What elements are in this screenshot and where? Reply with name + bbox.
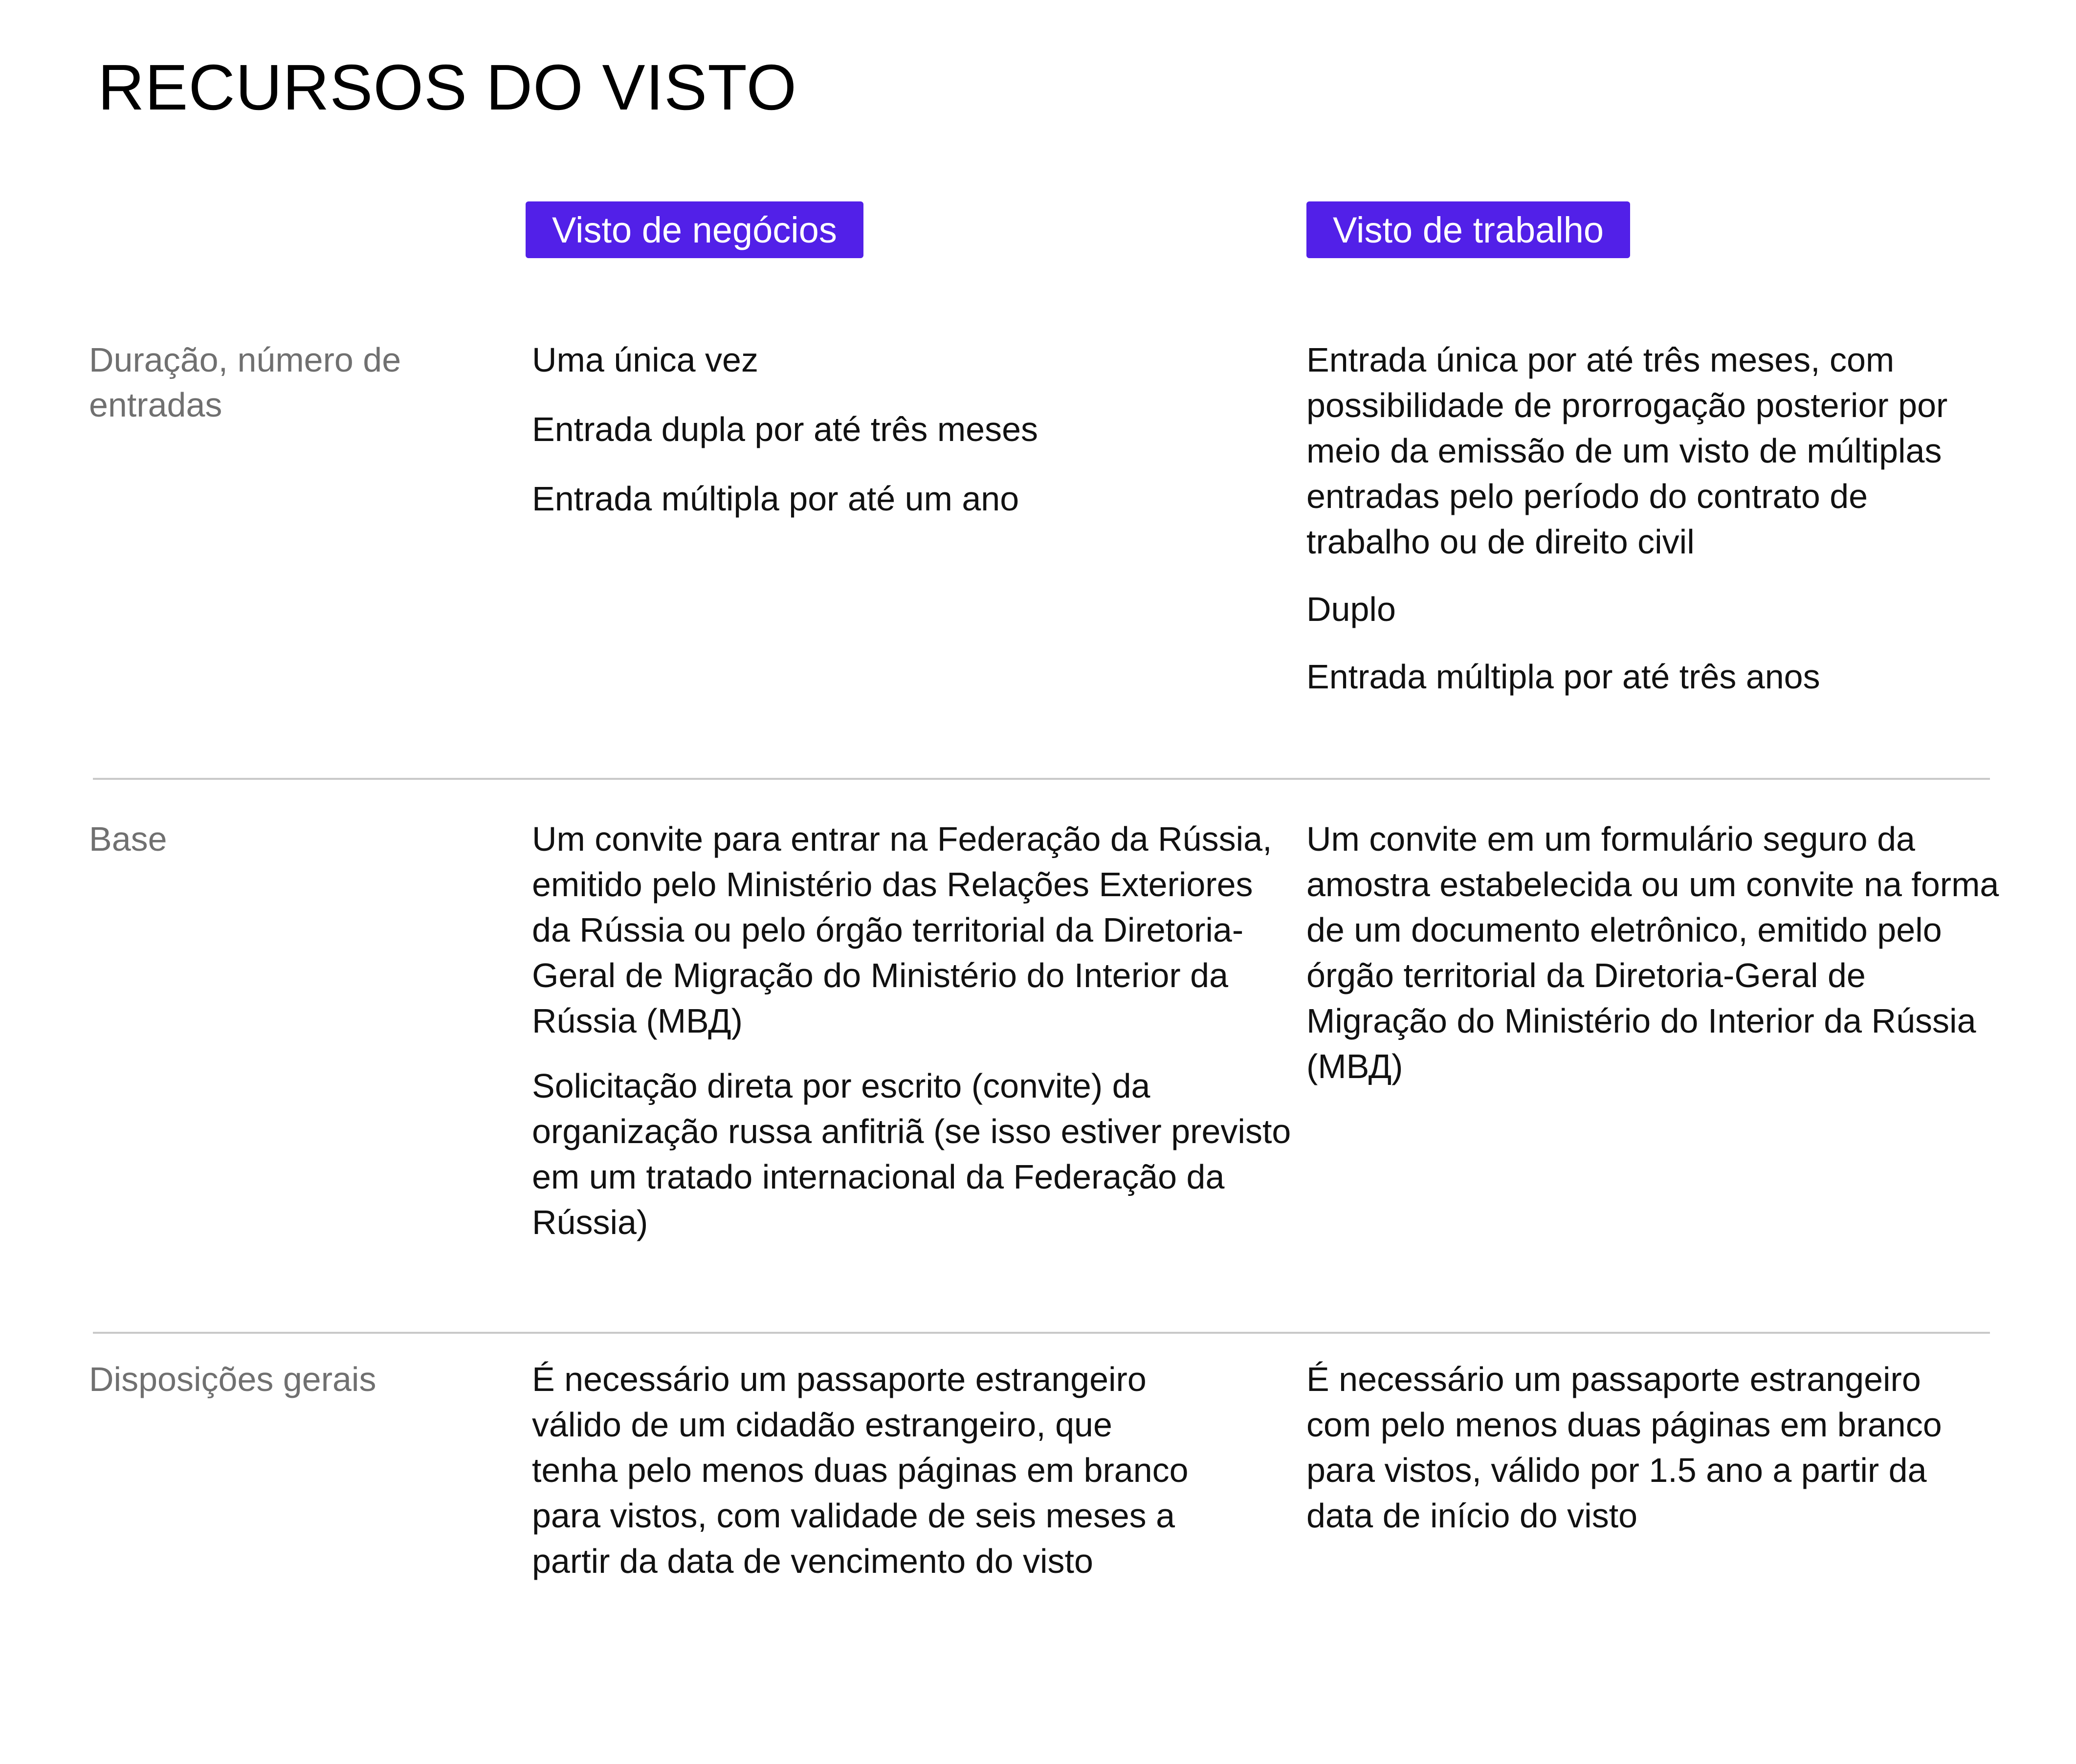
- row-label-duration: Duração, número de entradas: [89, 341, 401, 424]
- business-general-item: É necessário um passaporte estrangeiro válido de um cidadão estrangeiro, que tenha pelo menos duas páginas em branco para vistos, com validade de seis meses a partir da data de vencimento do visto: [532, 1360, 1189, 1580]
- work-duration-item: Duplo: [1306, 590, 1396, 628]
- business-duration-item: Uma única vez: [532, 341, 758, 379]
- work-duration-item: Entrada única por até três meses, com possibilidade de prorrogação posterior por meio da emissão de um visto de múltiplas entradas pelo período do contrato de trabalho ou de direito civil: [1306, 341, 1948, 561]
- column-header-work-visa: Visto de trabalho: [1306, 201, 1630, 258]
- work-general-item: É necessário um passaporte estrangeiro com pelo menos duas páginas em branco para vistos, válido por 1.5 ano a partir da data de início do visto: [1306, 1360, 1942, 1535]
- work-base-cell: [1306, 816, 2001, 1089]
- column-header-business-visa: Visto de negócios: [526, 201, 863, 258]
- row-divider: [93, 1332, 1990, 1334]
- business-base-item: Um convite para entrar na Federação da Rússia, emitido pelo Ministério das Relações Exteriores da Rússia ou pelo órgão territorial da Diretoria-Geral de Migração do Ministério do Interior da Rússia (МВД): [532, 820, 1272, 1040]
- business-base-cell: [532, 816, 1295, 1245]
- page-title: RECURSOS DO VISTO: [98, 51, 797, 123]
- row-label-general-provisions: Disposições gerais: [89, 1360, 376, 1398]
- business-duration-item: Entrada múltipla por até um ano: [532, 480, 1019, 518]
- work-general-cell: [1306, 1357, 1957, 1539]
- business-base-item: Solicitação direta por escrito (convite) da organização russa anfitriã (se isso estiver previsto em um tratado internacional da Federação da Rússia): [532, 1067, 1291, 1241]
- row-divider: [93, 778, 1990, 780]
- business-duration-item: Entrada dupla por até três meses: [532, 410, 1038, 448]
- work-duration-item: Entrada múltipla por até três anos: [1306, 658, 1820, 696]
- work-base-item: Um convite em um formulário seguro da amostra estabelecida ou um convite na forma de um documento eletrônico, emitido pelo órgão territorial da Diretoria-Geral de Migração do Ministério do Interior da Rússia (МВД): [1306, 820, 1999, 1085]
- work-duration-cell: [1306, 337, 2001, 700]
- row-label-base: Base: [89, 820, 167, 858]
- business-duration-cell: [532, 337, 1295, 521]
- business-general-cell: [532, 1357, 1207, 1584]
